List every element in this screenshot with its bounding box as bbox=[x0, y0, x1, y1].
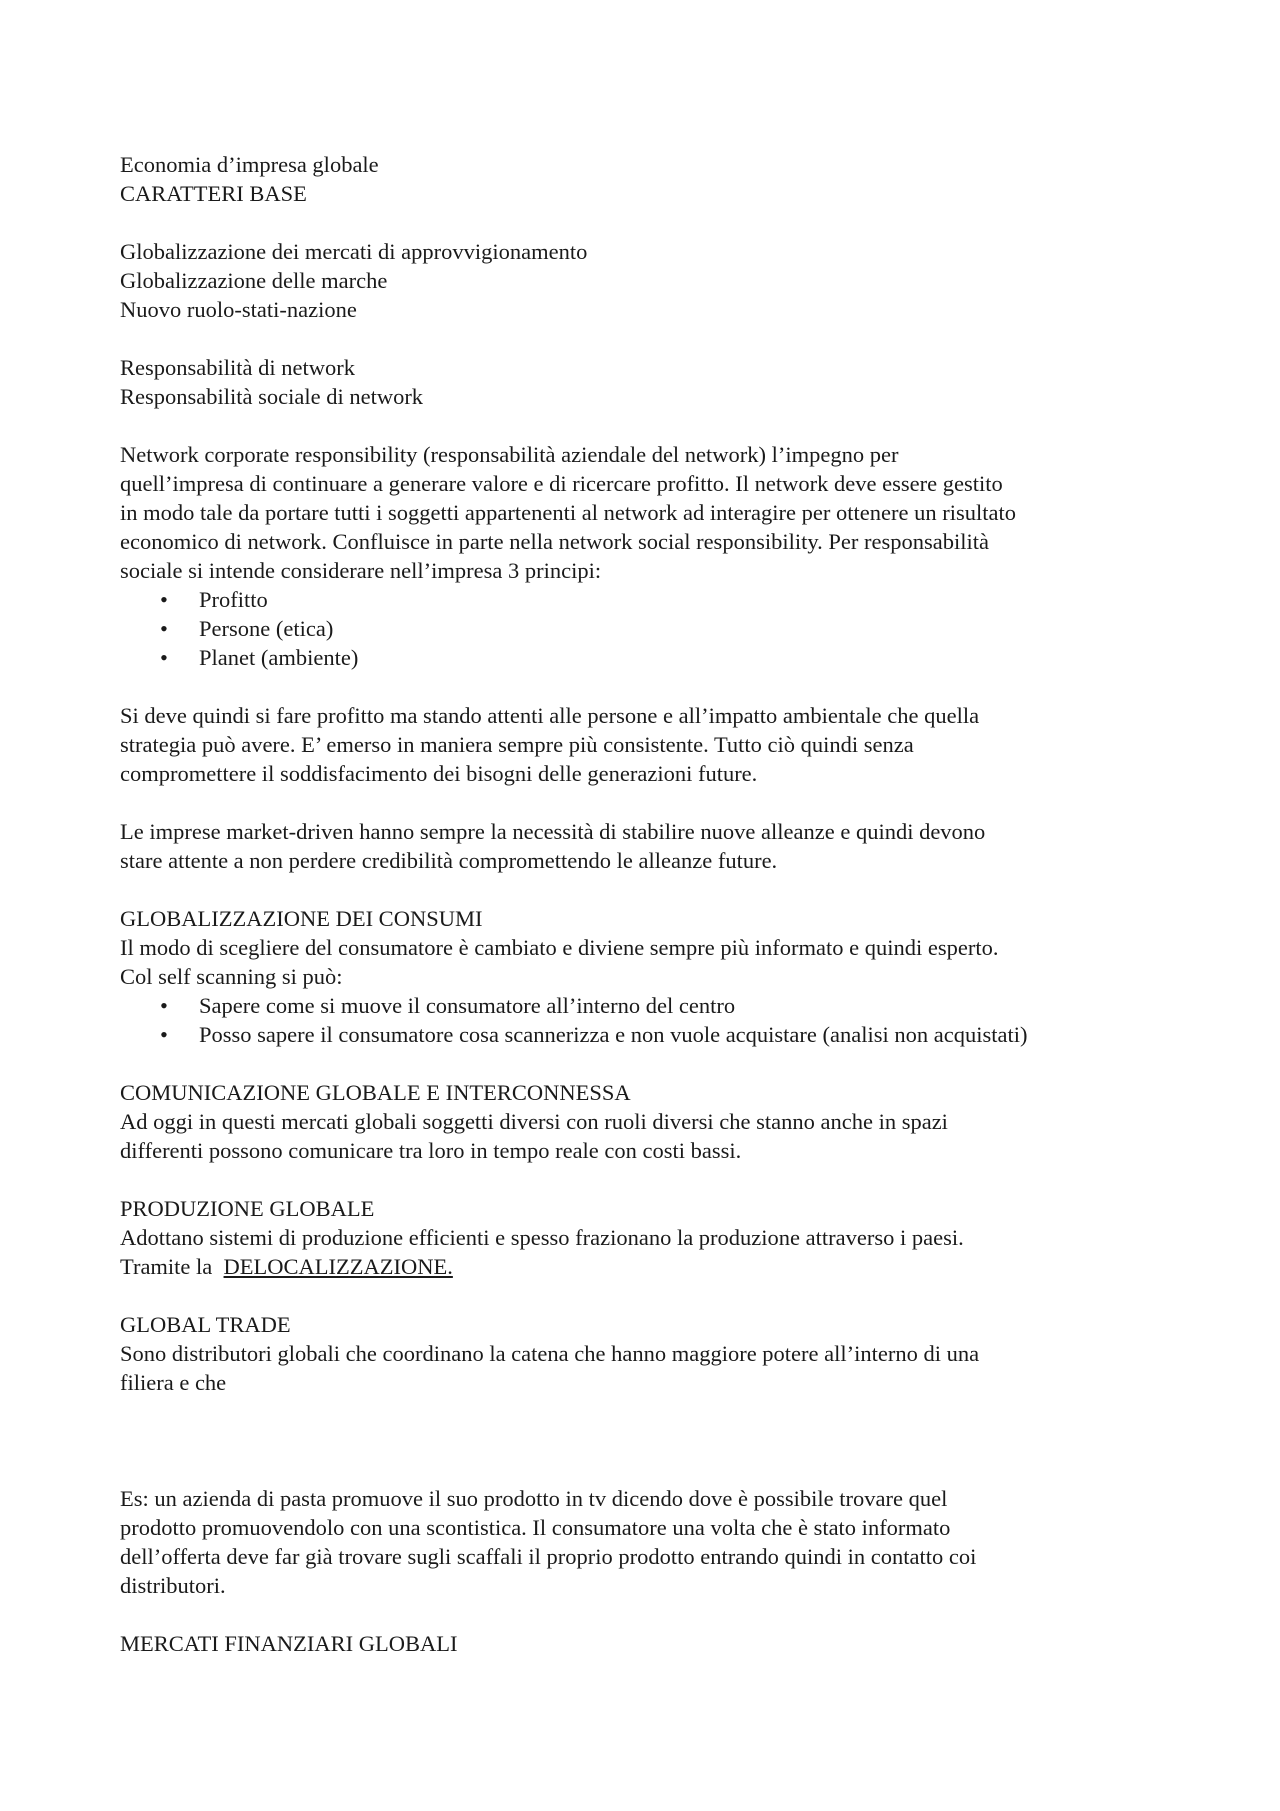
paragraph-line: Si deve quindi si fare profitto ma stando attenti alle persone e all’impatto ambientale che quella bbox=[120, 703, 980, 728]
paragraph-line: filiera e che bbox=[120, 1370, 227, 1395]
document-title: Economia d’impresa globale bbox=[120, 152, 379, 177]
paragraph-line: stare attente a non perdere credibilità compromettendo le alleanze future. bbox=[120, 848, 778, 873]
document-page bbox=[120, 150, 1180, 1658]
paragraph-line: Adottano sistemi di produzione efficienti e spesso frazionano la produzione attraverso i paesi. bbox=[120, 1225, 964, 1250]
paragraph-line: Ad oggi in questi mercati globali soggetti diversi con ruoli diversi che stanno anche in spazi bbox=[120, 1109, 948, 1134]
document-header bbox=[120, 150, 1180, 208]
paragraph-line: dell’offerta deve far già trovare sugli scaffali il proprio prodotto entrando quindi in contatto coi bbox=[120, 1544, 977, 1569]
list-item: Responsabilità di network bbox=[120, 355, 355, 380]
paragraph-line: Le imprese market-driven hanno sempre la necessità di stabilire nuove alleanze e quindi devono bbox=[120, 819, 986, 844]
paragraph-line: Col self scanning si può: bbox=[120, 964, 343, 989]
paragraph-line: Il modo di scegliere del consumatore è cambiato e diviene sempre più informato e quindi esperto. bbox=[120, 935, 999, 960]
section-produzione bbox=[120, 1194, 1180, 1281]
paragraph-line: Es: un azienda di pasta promuove il suo prodotto in tv dicendo dove è possibile trovare quel bbox=[120, 1486, 948, 1511]
paragraph-market-driven bbox=[120, 817, 1180, 875]
principles-list bbox=[120, 585, 1180, 672]
section-heading: COMUNICAZIONE GLOBALE E INTERCONNESSA bbox=[120, 1080, 631, 1105]
list-item: Nuovo ruolo-stati-nazione bbox=[120, 297, 357, 322]
document-subtitle: CARATTERI BASE bbox=[120, 181, 307, 206]
paragraph-line: differenti possono comunicare tra loro in tempo reale con costi bassi. bbox=[120, 1138, 742, 1163]
paragraph-line bbox=[120, 1252, 1180, 1281]
bullet-item: • Posso sapere il consumatore cosa scannerizza e non vuole acquistare (analisi non acquistati) bbox=[160, 1022, 1028, 1047]
bullet-item: • Profitto bbox=[160, 587, 268, 612]
paragraph-line: in modo tale da portare tutti i soggetti appartenenti al network ad interagire per ottenere un risultato bbox=[120, 500, 1016, 525]
section-heading: PRODUZIONE GLOBALE bbox=[120, 1196, 375, 1221]
paragraph-line: compromettere il soddisfacimento dei bisogni delle generazioni future. bbox=[120, 761, 758, 786]
section-heading: MERCATI FINANZIARI GLOBALI bbox=[120, 1631, 458, 1656]
bullet-glyph: • bbox=[160, 645, 168, 670]
self-scanning-list bbox=[120, 991, 1180, 1049]
section-mercati-finanziari bbox=[120, 1629, 1180, 1658]
bullet-item: • Persone (etica) bbox=[160, 616, 334, 641]
section-global-trade bbox=[120, 1310, 1180, 1397]
paragraph-line: prodotto promuovendolo con una scontistica. Il consumatore una volta che è stato informato bbox=[120, 1515, 951, 1540]
paragraph-line: Sono distributori globali che coordinano la catena che hanno maggiore potere all’interno di una bbox=[120, 1341, 980, 1366]
blank-space bbox=[120, 1397, 1180, 1484]
paragraph-line: distributori. bbox=[120, 1573, 226, 1598]
list-item: Responsabilità sociale di network bbox=[120, 384, 424, 409]
paragraph-line: economico di network. Confluisce in parte nella network social responsibility. Per responsabilità bbox=[120, 529, 989, 554]
list-item: Globalizzazione dei mercati di approvvigionamento bbox=[120, 239, 588, 264]
paragraph-line: sociale si intende considerare nell’impresa 3 principi: bbox=[120, 558, 602, 583]
paragraph-profitto bbox=[120, 701, 1180, 788]
list-globalizzazione bbox=[120, 237, 1180, 324]
section-comunicazione bbox=[120, 1078, 1180, 1165]
paragraph-line: Network corporate responsibility (responsabilità aziendale del network) l’impegno per bbox=[120, 442, 899, 467]
section-globalizzazione-consumi bbox=[120, 904, 1180, 1049]
bullet-glyph: • bbox=[160, 993, 168, 1018]
section-heading: GLOBALIZZAZIONE DEI CONSUMI bbox=[120, 906, 483, 931]
bullet-item: • Sapere come si muove il consumatore all’interno del centro bbox=[160, 993, 736, 1018]
underlined-term: DELOCALIZZAZIONE. bbox=[223, 1254, 453, 1279]
bullet-glyph: • bbox=[160, 587, 168, 612]
paragraph-network-responsibility bbox=[120, 440, 1180, 672]
list-responsabilita bbox=[120, 353, 1180, 411]
paragraph-line: quell’impresa di continuare a generare valore e di ricercare profitto. Il network deve essere gestito bbox=[120, 471, 1003, 496]
text-prefix: Tramite la bbox=[120, 1254, 213, 1279]
bullet-glyph: • bbox=[160, 616, 168, 641]
bullet-item: • Planet (ambiente) bbox=[160, 645, 359, 670]
list-item: Globalizzazione delle marche bbox=[120, 268, 388, 293]
paragraph-esempio bbox=[120, 1484, 1180, 1600]
bullet-glyph: • bbox=[160, 1022, 168, 1047]
paragraph-line: strategia può avere. E’ emerso in maniera sempre più consistente. Tutto ciò quindi senza bbox=[120, 732, 914, 757]
section-heading: GLOBAL TRADE bbox=[120, 1312, 291, 1337]
